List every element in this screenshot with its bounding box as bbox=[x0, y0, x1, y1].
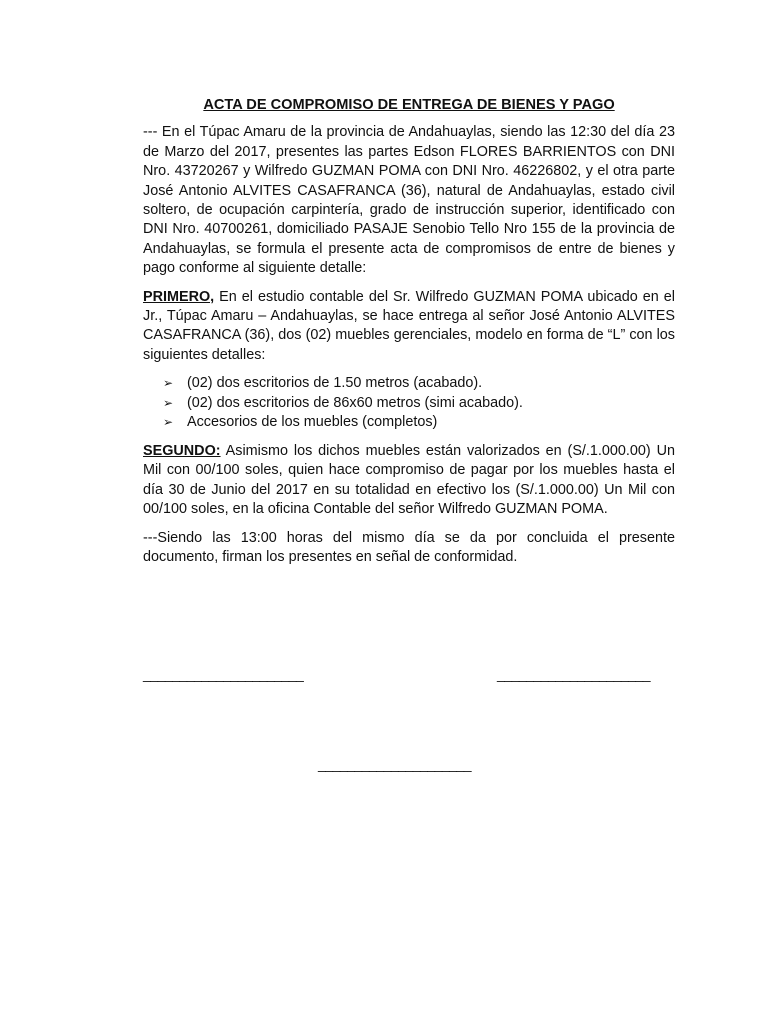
signature-line-right: _____________________ bbox=[497, 666, 651, 682]
primero-label: PRIMERO, bbox=[143, 288, 215, 305]
list-item-text: (02) dos escritorios de 86x60 metros (simi acabado). bbox=[187, 394, 523, 411]
segundo-text: Asimismo los dichos muebles están valorizados en (S/.1.000.00) Un Mil con 00/100 soles, quien hace compromiso de pagar por los muebles hasta el día 30 de Junio del 2017 en su totalidad en efectivo los (S/.1.000.00) Un Mil con 00/100 soles, en la oficina Contable del señor Wilfredo GUZMAN POMA. bbox=[143, 443, 675, 518]
document-title: ACTA DE COMPROMISO DE ENTREGA DE BIENES Y PAGO bbox=[203, 97, 615, 113]
list-item-text: Accesorios de los muebles (completos) bbox=[187, 414, 438, 431]
list-item bbox=[163, 374, 675, 394]
arrow-bullet-icon: ➢ bbox=[163, 376, 174, 391]
closing-paragraph: ---Siendo las 13:00 horas del mismo día se da por concluida el presente documento, firman los presentes en señal de conformidad. bbox=[143, 529, 675, 566]
list-item bbox=[163, 413, 675, 433]
arrow-bullet-icon: ➢ bbox=[163, 415, 174, 430]
document-body bbox=[143, 96, 675, 577]
primero-paragraph bbox=[143, 288, 675, 366]
items-list bbox=[143, 374, 675, 433]
primero-text: En el estudio contable del Sr. Wilfredo GUZMAN POMA ubicado en el Jr., Túpac Amaru – Andahuaylas, se hace entrega al señor José Antonio ALVITES CASAFRANCA (36), dos (02) muebles gerenciales, modelo en forma de “L” con los siguientes detalles: bbox=[143, 288, 675, 363]
segundo-paragraph bbox=[143, 442, 675, 520]
intro-paragraph: --- En el Túpac Amaru de la provincia de Andahuaylas, siendo las 12:30 del día 23 de Marzo del 2017, presentes las partes Edson FLORES BARRIENTOS con DNI Nro. 43720267 y Wilfredo GUZMAN POMA con DNI Nro. 46226802, y el otra parte José Antonio ALVITES CASAFRANCA (36), natural de Andahuaylas, estado civil soltero, de ocupación carpintería, grado de instrucción superior, identificado con DNI Nro. 40700261, domiciliado PASAJE Senobio Tello Nro 155 de la provincia de Andahuaylas, se formula el presente acta de compromisos de entre de bienes y pago conforme al siguiente detalle: bbox=[143, 124, 675, 277]
segundo-label: SEGUNDO: bbox=[143, 443, 221, 460]
signature-line-center: _____________________ bbox=[318, 756, 472, 772]
arrow-bullet-icon: ➢ bbox=[163, 395, 174, 410]
list-item bbox=[163, 394, 675, 414]
list-item-text: (02) dos escritorios de 1.50 metros (acabado). bbox=[187, 375, 483, 392]
signature-line-left: ______________________ bbox=[143, 666, 304, 682]
